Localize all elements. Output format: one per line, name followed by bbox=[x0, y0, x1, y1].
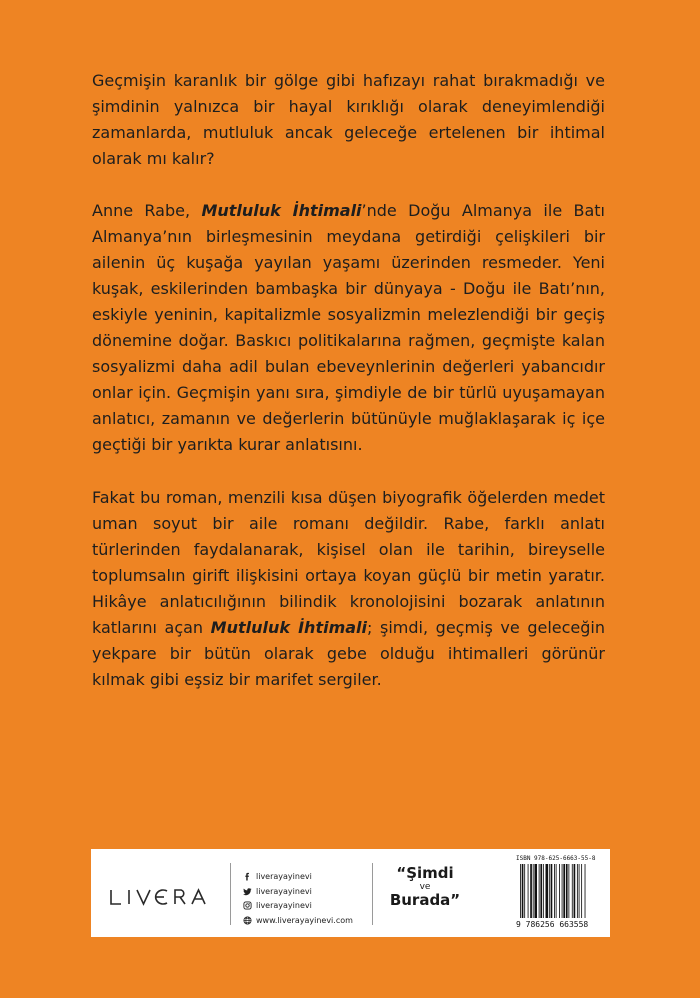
blurb-p3-rest: ; şimdi, geçmiş ve geleceğin yekpare bir bütün olarak gebe olduğu ihtimalleri görünür kılmak gibi eşsiz bir marifet sergiler. bbox=[92, 618, 606, 689]
instagram-icon bbox=[243, 901, 253, 911]
publisher-footer bbox=[91, 849, 610, 937]
footer-divider bbox=[230, 863, 231, 925]
ean-number: 9 786256 663558 bbox=[516, 920, 589, 929]
blurb-paragraph-1: Geçmişin karanlık bir gölge gibi hafızayı rahat bırakmadığı ve şimdinin yalnızca bir hayal kırıklığı olarak deneyimlendiği zamanlarda, mutluluk ancak geleceğe ertelenen bir ihtimal olarak mı kalır? bbox=[92, 71, 605, 168]
social-links bbox=[243, 870, 353, 928]
barcode-bar bbox=[568, 864, 569, 918]
facebook-handle: liverayayinevi bbox=[256, 872, 312, 881]
twitter-icon bbox=[243, 887, 253, 897]
book-title-emphasis: Mutluluk İhtimali bbox=[210, 618, 368, 637]
isbn-barcode bbox=[516, 855, 608, 933]
barcode-bar bbox=[554, 864, 555, 918]
barcode-bar bbox=[546, 864, 549, 918]
series-slogan bbox=[383, 865, 467, 909]
blurb-p3-start: Fakat bu roman, menzili kısa düşen biyografik öğelerden medet uman soyut bir aile romanı değildir. Rabe, farklı anlatı türlerinden faydalanarak, kişisel olan ile tarihin, bireyselle toplumsalın girift ilişkisini ortaya koyan güçlü bir metin yaratır. Hikâye anlatıcılığının bilindik kronolojisini bozarak anlatının katlarını açan bbox=[92, 488, 605, 637]
website-url: www.liverayayinevi.com bbox=[256, 915, 353, 925]
livera-logo-icon bbox=[109, 888, 213, 906]
blurb-p2-rest: ’nde Doğu Almanya ile Batı Almanya’nın birleşmesinin meydana getirdiği çelişkileri bir ailenin üç kuşağa yayılan yaşamı üzerinden resmeder. Yeni kuşak, eskilerinden bambaşka bir dünyaya - Doğu ile Batı’nın, eskiyle yeninin, kapitalizmle sosyalizmin melezlendiği bir geçiş dönemine doğar. Baskıcı politikalarına rağmen, geçmişte kalan sosyalizmi daha adil bulan ebeveynlerinin değerleri yabancıdır onlar için. Geçmişin yanı sıra, şimdiyle de bir türlü uyuşamayan anlatıcı, zamanın ve değerlerin bütünüyle muğlaklaşarak iç içe geçtiği bir yarıkta kurar anlatısını. bbox=[92, 201, 606, 454]
barcode-bar bbox=[539, 864, 540, 918]
barcode-bar bbox=[551, 864, 553, 918]
barcode-bar bbox=[563, 864, 565, 918]
barcode-bar bbox=[577, 864, 578, 918]
barcode-bar bbox=[574, 864, 576, 918]
barcode-bar bbox=[572, 864, 573, 918]
instagram-handle: liverayayinevi bbox=[256, 901, 312, 910]
blurb-paragraph-2 bbox=[92, 198, 605, 458]
instagram-link[interactable] bbox=[243, 899, 353, 914]
barcode-bar bbox=[533, 864, 534, 918]
publisher-logo bbox=[109, 887, 213, 911]
barcode-bar bbox=[559, 864, 560, 918]
barcode-bar bbox=[534, 864, 537, 918]
barcode-bar bbox=[556, 864, 557, 918]
barcode-bar bbox=[540, 864, 542, 918]
footer-divider bbox=[372, 863, 373, 925]
blurb-p2-start: Anne Rabe, bbox=[92, 201, 202, 220]
book-title-emphasis: Mutluluk İhtimali bbox=[201, 201, 362, 220]
barcode-bar bbox=[562, 864, 563, 918]
barcode-bar bbox=[549, 864, 550, 918]
barcode-bar bbox=[530, 864, 532, 918]
barcode-bar bbox=[524, 864, 525, 918]
isbn-label: ISBN 978-625-6663-55-8 bbox=[516, 855, 596, 862]
barcode-bar bbox=[528, 864, 529, 918]
facebook-icon bbox=[243, 872, 253, 882]
barcode-icon bbox=[516, 864, 608, 920]
slogan-line-3: Burada” bbox=[389, 891, 461, 909]
barcode-bar bbox=[543, 864, 544, 918]
blurb-text bbox=[92, 68, 605, 719]
barcode-bar bbox=[520, 864, 521, 918]
twitter-link[interactable] bbox=[243, 885, 353, 900]
globe-icon bbox=[243, 916, 253, 926]
barcode-bar bbox=[581, 864, 582, 918]
slogan-line-1: “Şimdi bbox=[396, 864, 454, 882]
slogan-line-2: ve bbox=[419, 882, 431, 892]
barcode-bar bbox=[522, 864, 524, 918]
website-link[interactable] bbox=[243, 914, 353, 929]
barcode-bar bbox=[585, 864, 586, 918]
twitter-handle: liverayayinevi bbox=[256, 886, 312, 896]
blurb-paragraph-3 bbox=[92, 485, 605, 693]
facebook-link[interactable] bbox=[243, 870, 353, 885]
barcode-bar bbox=[566, 864, 568, 918]
barcode-bar bbox=[579, 864, 580, 918]
